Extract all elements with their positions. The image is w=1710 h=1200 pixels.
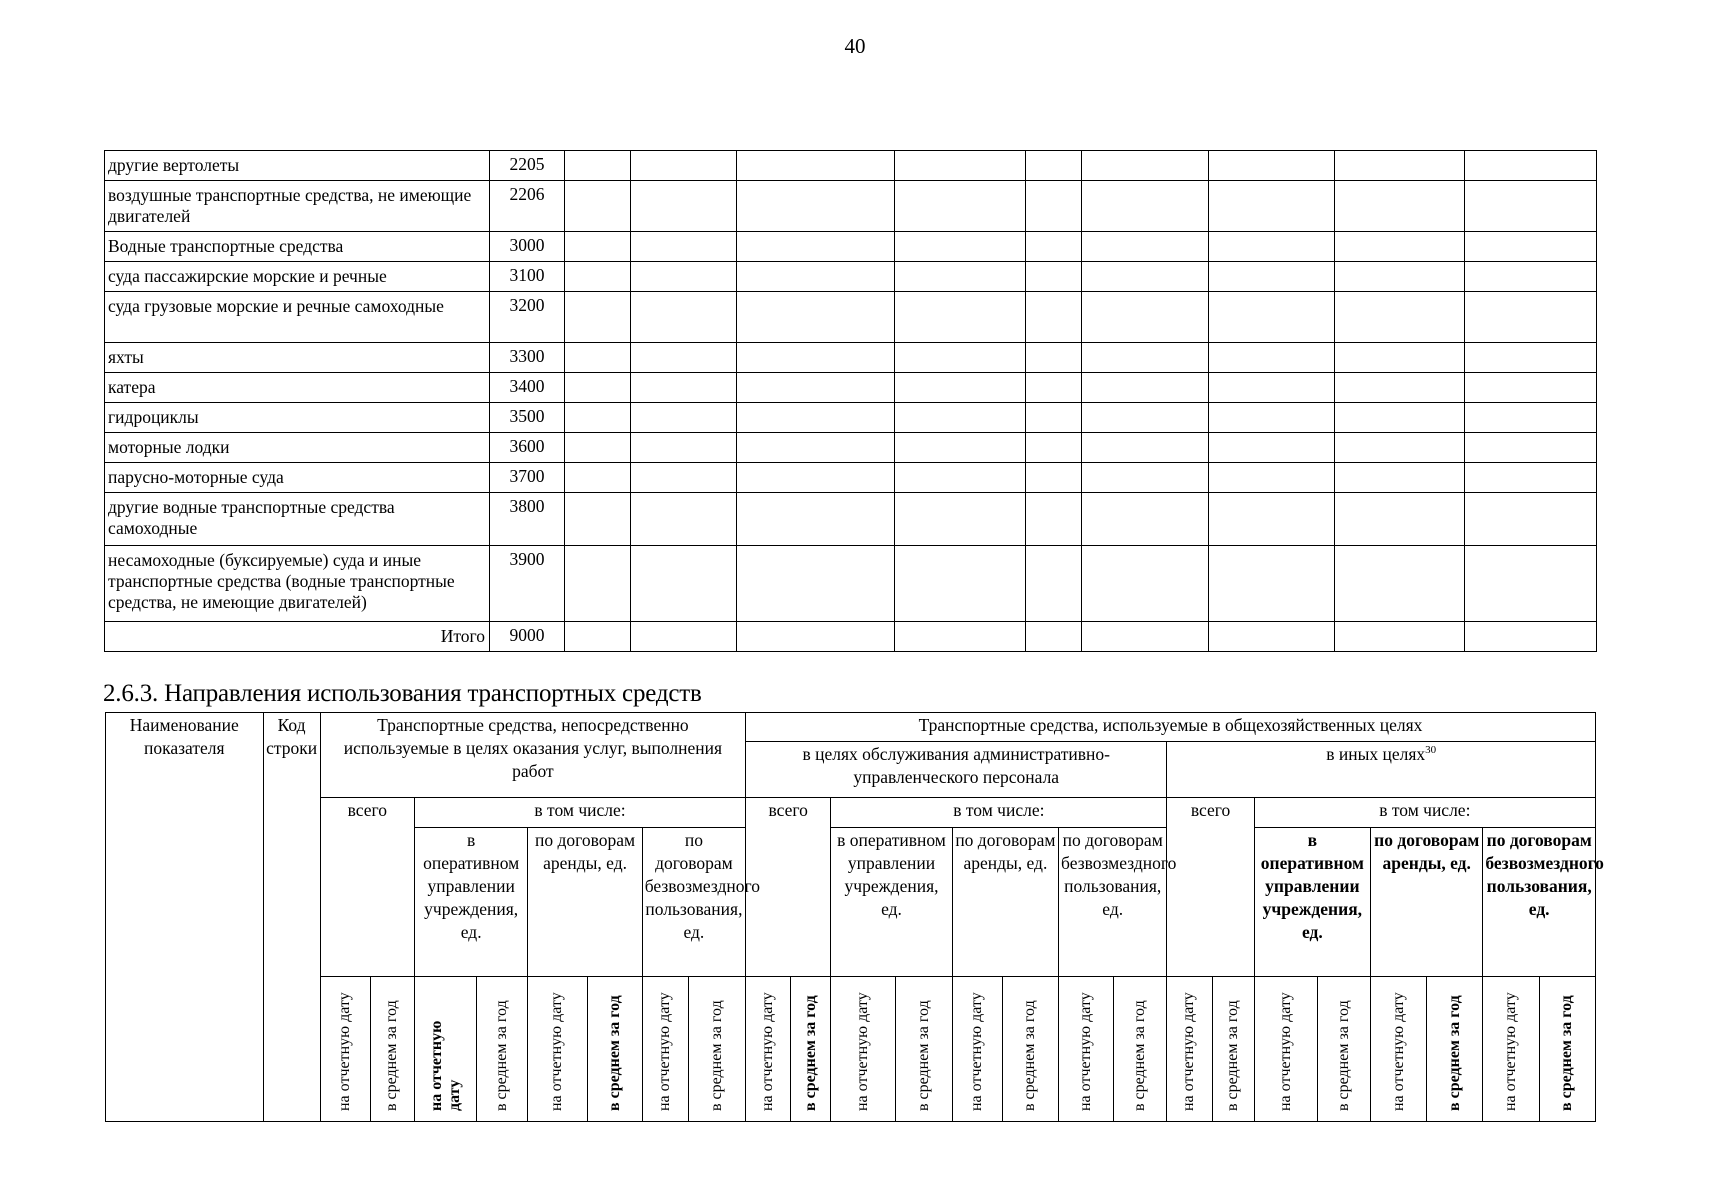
- cell: [1465, 181, 1597, 232]
- cell: [1082, 463, 1209, 493]
- cell: [1335, 463, 1465, 493]
- cell: [1082, 403, 1209, 433]
- operative-header: в оперативном управлении учреждения, ед.: [1254, 828, 1370, 977]
- row-name: Водные транспортные средства: [105, 232, 490, 262]
- cell: [565, 151, 631, 181]
- transport-table: [104, 150, 1597, 652]
- cell: [631, 262, 737, 292]
- cell: [737, 292, 895, 343]
- row-code: 3800: [490, 493, 565, 546]
- row-code: 3300: [490, 343, 565, 373]
- col-on-date: на отчетную дату: [952, 977, 1002, 1122]
- table-row: [105, 403, 1597, 433]
- cell: [631, 546, 737, 622]
- cell: [1026, 493, 1082, 546]
- col-avg-year: в среднем за год: [1317, 977, 1370, 1122]
- cell: [737, 546, 895, 622]
- table-row: [105, 181, 1597, 232]
- table-row: [105, 463, 1597, 493]
- cell: [1465, 373, 1597, 403]
- cell: [1209, 403, 1335, 433]
- other-purposes-label: в иных целях: [1326, 744, 1426, 764]
- cell: [737, 232, 895, 262]
- row-code: 3700: [490, 463, 565, 493]
- col-on-date: на отчетную дату: [1254, 977, 1317, 1122]
- gratuitous-header: по договорам безвозмездного пользования, ед.: [642, 828, 745, 977]
- cell: [565, 343, 631, 373]
- row-code: 3400: [490, 373, 565, 403]
- cell: [1209, 493, 1335, 546]
- cell: [1465, 546, 1597, 622]
- code-header: Код строки: [263, 713, 320, 1122]
- col-avg-year: в среднем за год: [1002, 977, 1058, 1122]
- row-name: несамоходные (буксируемые) суда и иные транспортные средства (водные транспортные средства, не имеющие двигателей): [105, 546, 490, 622]
- col-on-date: на отчетную дату: [1167, 977, 1212, 1122]
- col-on-date: на отчетную дату: [415, 977, 477, 1122]
- cell: [1335, 403, 1465, 433]
- col-on-date: на отчетную дату: [320, 977, 370, 1122]
- cell: [1209, 232, 1335, 262]
- table-row: [105, 151, 1597, 181]
- cell: [1082, 622, 1209, 652]
- cell: [1465, 292, 1597, 343]
- col-on-date: на отчетную дату: [1371, 977, 1427, 1122]
- cell: [737, 262, 895, 292]
- cell: [1026, 292, 1082, 343]
- table-row-total: [105, 622, 1597, 652]
- lease-header: по договорам аренды, ед.: [528, 828, 642, 977]
- cell: [1335, 343, 1465, 373]
- gratuitous-header: по договорам безвозмездного пользования, ед.: [1059, 828, 1167, 977]
- cell: [895, 343, 1026, 373]
- row-name: суда пассажирские морские и речные: [105, 262, 490, 292]
- including-header: в том числе:: [415, 798, 746, 828]
- cell: [1026, 151, 1082, 181]
- cell: [1209, 292, 1335, 343]
- direct-use-header: Транспортные средства, непосредственно используемые в целях оказания услуг, выполнения работ: [320, 713, 745, 798]
- col-on-date: на отчетную дату: [1059, 977, 1114, 1122]
- row-name: парусно-моторные суда: [105, 463, 490, 493]
- cell: [1335, 292, 1465, 343]
- cell: [631, 433, 737, 463]
- cell: [1335, 493, 1465, 546]
- cell: [631, 181, 737, 232]
- cell: [1465, 343, 1597, 373]
- cell: [1026, 403, 1082, 433]
- table-row: [105, 232, 1597, 262]
- cell: [631, 232, 737, 262]
- row-code: 2206: [490, 181, 565, 232]
- cell: [565, 292, 631, 343]
- row-code: 3000: [490, 232, 565, 262]
- cell: [1209, 343, 1335, 373]
- lease-header: по договорам аренды, ед.: [1371, 828, 1483, 977]
- cell: [565, 262, 631, 292]
- cell: [895, 433, 1026, 463]
- cell: [631, 343, 737, 373]
- total-header: всего: [320, 798, 414, 977]
- table-row: [105, 373, 1597, 403]
- cell: [1335, 232, 1465, 262]
- cell: [631, 292, 737, 343]
- operative-header: в оперативном управлении учреждения, ед.: [831, 828, 952, 977]
- cell: [737, 463, 895, 493]
- cell: [565, 433, 631, 463]
- table-row: [105, 433, 1597, 463]
- col-on-date: на отчетную дату: [642, 977, 688, 1122]
- table-row: [105, 262, 1597, 292]
- cell: [565, 403, 631, 433]
- cell: [895, 493, 1026, 546]
- cell: [1082, 546, 1209, 622]
- cell: [565, 373, 631, 403]
- cell: [1082, 292, 1209, 343]
- row-name: другие вертолеты: [105, 151, 490, 181]
- cell: [631, 151, 737, 181]
- usage-directions-table: [105, 712, 1604, 1122]
- cell: [1026, 262, 1082, 292]
- admin-purposes-header: в целях обслуживания административно-управленческого персонала: [746, 742, 1167, 798]
- col-avg-year: в среднем за год: [1539, 977, 1595, 1122]
- col-on-date: на отчетную дату: [831, 977, 895, 1122]
- cell: [1465, 463, 1597, 493]
- cell: [895, 262, 1026, 292]
- cell: [565, 546, 631, 622]
- cell: [631, 493, 737, 546]
- cell: [1209, 151, 1335, 181]
- col-on-date: на отчетную дату: [528, 977, 587, 1122]
- cell: [895, 292, 1026, 343]
- cell: [737, 493, 895, 546]
- table-row: [105, 546, 1597, 622]
- cell: [631, 403, 737, 433]
- cell: [631, 622, 737, 652]
- cell: [1082, 262, 1209, 292]
- cell: [1465, 622, 1597, 652]
- cell: [895, 463, 1026, 493]
- cell: [1335, 151, 1465, 181]
- total-label: Итого: [105, 622, 490, 652]
- cell: [1082, 493, 1209, 546]
- row-code: 2205: [490, 151, 565, 181]
- row-name: яхты: [105, 343, 490, 373]
- cell: [565, 493, 631, 546]
- col-avg-year: в среднем за год: [688, 977, 745, 1122]
- cell: [1209, 373, 1335, 403]
- cell: [1465, 433, 1597, 463]
- cell: [1335, 546, 1465, 622]
- cell: [895, 181, 1026, 232]
- cell: [737, 181, 895, 232]
- cell: [737, 433, 895, 463]
- row-name: другие водные транспортные средства самоходные: [105, 493, 490, 546]
- footnote-ref: 30: [1425, 744, 1437, 757]
- cell: [1209, 433, 1335, 463]
- cell: [1465, 232, 1597, 262]
- cell: [737, 343, 895, 373]
- cell: [895, 373, 1026, 403]
- cell: [1209, 262, 1335, 292]
- col-avg-year: в среднем за год: [895, 977, 952, 1122]
- row-code: 3900: [490, 546, 565, 622]
- cell: [737, 622, 895, 652]
- cell: [1026, 463, 1082, 493]
- other-purposes-header: [1167, 742, 1596, 798]
- lease-header: по договорам аренды, ед.: [952, 828, 1058, 977]
- col-avg-year: в среднем за год: [587, 977, 642, 1122]
- name-header: Наименование показателя: [106, 713, 264, 1122]
- col-avg-year: в среднем за год: [1114, 977, 1167, 1122]
- cell: [1465, 151, 1597, 181]
- including-header: в том числе:: [831, 798, 1167, 828]
- col-on-date: на отчетную дату: [746, 977, 791, 1122]
- cell: [737, 151, 895, 181]
- row-code: 3100: [490, 262, 565, 292]
- cell: [1209, 622, 1335, 652]
- cell: [1465, 493, 1597, 546]
- page-number: 40: [844, 34, 866, 58]
- cell: [1026, 373, 1082, 403]
- total-header: всего: [746, 798, 831, 977]
- row-name: моторные лодки: [105, 433, 490, 463]
- cell: [1082, 373, 1209, 403]
- cell: [1026, 232, 1082, 262]
- cell: [1082, 343, 1209, 373]
- cell: [1465, 403, 1597, 433]
- cell: [565, 622, 631, 652]
- gratuitous-header: по договорам безвозмездного пользования, ед.: [1483, 828, 1596, 977]
- cell: [1082, 151, 1209, 181]
- cell: [895, 546, 1026, 622]
- cell: [1335, 181, 1465, 232]
- row-code: 3500: [490, 403, 565, 433]
- row-name: катера: [105, 373, 490, 403]
- cell: [1026, 546, 1082, 622]
- col-on-date: на отчетную дату: [1483, 977, 1539, 1122]
- cell: [1082, 433, 1209, 463]
- col-avg-year: в среднем за год: [1212, 977, 1254, 1122]
- cell: [1209, 546, 1335, 622]
- table-row: [105, 493, 1597, 546]
- cell: [1335, 433, 1465, 463]
- col-avg-year: в среднем за год: [477, 977, 528, 1122]
- total-header: всего: [1167, 798, 1254, 977]
- general-use-header: Транспортные средства, используемые в общехозяйственных целях: [746, 713, 1596, 742]
- table-row: [105, 343, 1597, 373]
- cell: [1026, 433, 1082, 463]
- cell: [565, 232, 631, 262]
- cell: [1465, 262, 1597, 292]
- cell: [1082, 181, 1209, 232]
- cell: [1026, 622, 1082, 652]
- cell: [737, 373, 895, 403]
- cell: [1335, 622, 1465, 652]
- cell: [895, 403, 1026, 433]
- cell: [1335, 373, 1465, 403]
- cell: [631, 463, 737, 493]
- cell: [1209, 463, 1335, 493]
- row-code: 3600: [490, 433, 565, 463]
- cell: [737, 403, 895, 433]
- cell: [565, 181, 631, 232]
- operative-header: в оперативном управлении учреждения, ед.: [415, 828, 528, 977]
- cell: [1209, 181, 1335, 232]
- cell: [895, 151, 1026, 181]
- including-header: в том числе:: [1254, 798, 1595, 828]
- cell: [1026, 343, 1082, 373]
- row-code: 3200: [490, 292, 565, 343]
- cell: [1335, 262, 1465, 292]
- row-name: гидроциклы: [105, 403, 490, 433]
- cell: [895, 622, 1026, 652]
- section-title: 2.6.3. Направления использования транспортных средств: [103, 680, 702, 707]
- cell: [631, 373, 737, 403]
- table-row: [105, 292, 1597, 343]
- cell: [565, 463, 631, 493]
- row-name: воздушные транспортные средства, не имеющие двигателей: [105, 181, 490, 232]
- col-avg-year: в среднем за год: [370, 977, 414, 1122]
- cell: [1026, 181, 1082, 232]
- col-avg-year: в среднем за год: [1427, 977, 1483, 1122]
- cell: [895, 232, 1026, 262]
- col-avg-year: в среднем за год: [791, 977, 831, 1122]
- row-code: 9000: [490, 622, 565, 652]
- row-name: суда грузовые морские и речные самоходные: [105, 292, 490, 343]
- cell: [1082, 232, 1209, 262]
